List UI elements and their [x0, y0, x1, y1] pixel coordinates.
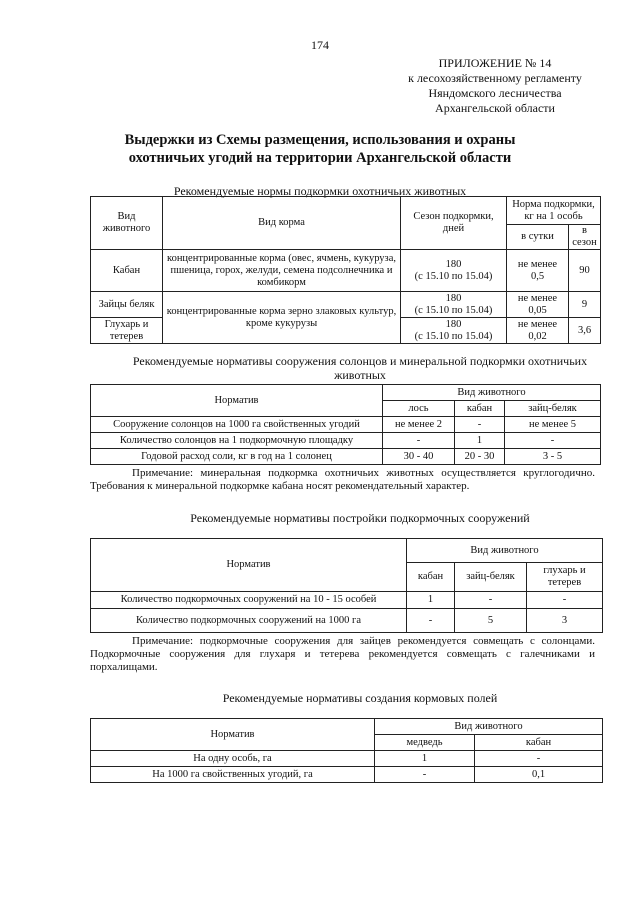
col-boar: кабан: [455, 401, 505, 417]
row-label: На одну особь, га: [91, 751, 375, 767]
cell-value: не менее 2: [383, 417, 455, 433]
col-bear: медведь: [375, 735, 475, 751]
cell-value: 1: [455, 433, 505, 449]
cell-value: 3: [527, 609, 603, 633]
per-day-value: 0,05: [528, 304, 547, 316]
col-hare: зайц-беляк: [505, 401, 601, 417]
cell-value: -: [527, 592, 603, 609]
cell-value: 20 - 30: [455, 449, 505, 465]
season-days: 180: [445, 318, 462, 330]
col-hare: зайц-беляк: [455, 563, 527, 592]
cell-value: -: [375, 767, 475, 783]
header-feed: Вид корма: [163, 197, 401, 250]
cell-per-day: [507, 250, 569, 292]
cell-value: 1: [375, 751, 475, 767]
col-boar: кабан: [475, 735, 603, 751]
document-title: [60, 131, 580, 167]
row-label: Сооружение солонцов на 1000 га свойственных угодий: [91, 417, 383, 433]
table3-caption: Рекомендуемые нормативы постройки подкормочных сооружений: [190, 511, 530, 525]
cell-per-day: [507, 318, 569, 344]
row-label: Количество солонцов на 1 подкормочную площадку: [91, 433, 383, 449]
table2-note: [90, 467, 595, 493]
col-boar: кабан: [407, 563, 455, 592]
cell-value: -: [383, 433, 455, 449]
cell-value: -: [505, 433, 601, 449]
note-text: Примечание: минеральная подкормка охотничьих животных осуществляется круглогодично. Требования к минеральной подкормке кабана носят рекомендательный характер.: [90, 467, 595, 492]
cell-value: -: [455, 592, 527, 609]
col-grouse: глухарь и тетерев: [527, 563, 603, 592]
table-row: [91, 417, 601, 433]
row-label: Годовой расход соли, кг в год на 1 солонец: [91, 449, 383, 465]
appendix-line-1: ПРИЛОЖЕНИЕ № 14: [438, 56, 552, 70]
table-row: [91, 449, 601, 465]
header-per-day: в сутки: [507, 225, 569, 250]
cell-season: [401, 292, 507, 318]
title-line-2: охотничьих угодий на территории Архангельской области: [128, 150, 512, 166]
cell-value: -: [475, 751, 603, 767]
cell-value: не менее 5: [505, 417, 601, 433]
season-period: (с 15.10 по 15.04): [414, 270, 493, 282]
per-day-prefix: не менее: [517, 258, 558, 270]
table-row: [91, 767, 603, 783]
cell-animal: Зайцы беляк: [91, 292, 163, 318]
table2-caption: Рекомендуемые нормативы сооружения солонцов и минеральной подкормки охотничьих животных: [132, 354, 588, 382]
header-norm: Норматив: [91, 539, 407, 592]
cell-season: [401, 250, 507, 292]
table-row: [91, 292, 601, 318]
cell-value: 30 - 40: [383, 449, 455, 465]
col-moose: лось: [383, 401, 455, 417]
table3-note: [90, 635, 595, 674]
table1-caption: Рекомендуемые нормы подкормки охотничьих животных: [173, 184, 467, 198]
cell-animal: Глухарь и тетерев: [91, 318, 163, 344]
per-day-value: 0,02: [528, 330, 547, 342]
season-days: 180: [445, 292, 462, 304]
cell-per-season: 9: [569, 292, 601, 318]
cell-value: 5: [455, 609, 527, 633]
cell-per-season: 3,6: [569, 318, 601, 344]
row-label: Количество подкормочных сооружений на 10 - 15 особей: [91, 592, 407, 609]
cell-per-season: 90: [569, 250, 601, 292]
page-number: 174: [311, 38, 329, 52]
header-animal: Вид животного: [383, 385, 601, 401]
table-row: [91, 592, 603, 609]
per-day-prefix: не менее: [517, 292, 558, 304]
title-line-1: Выдержки из Схемы размещения, использования и охраны: [124, 132, 516, 148]
per-day-prefix: не менее: [517, 318, 558, 330]
row-label: На 1000 га свойственных угодий, га: [91, 767, 375, 783]
appendix-block: [380, 56, 610, 116]
cell-season: [401, 318, 507, 344]
table-row: [91, 250, 601, 292]
cell-value: -: [455, 417, 505, 433]
cell-feed: концентрированные корма (овес, ячмень, кукуруза, пшеница, горох, желуди, семена подсолнечника и комбикорм: [163, 250, 401, 292]
table-row: [91, 751, 603, 767]
season-days: 180: [445, 258, 462, 270]
appendix-line-4: Архангельской области: [435, 101, 555, 115]
appendix-line-2: к лесохозяйственному регламенту: [408, 71, 582, 85]
season-period: (с 15.10 по 15.04): [414, 304, 493, 316]
feeding-norms-table: [90, 196, 601, 344]
cell-per-day: [507, 292, 569, 318]
cell-value: -: [407, 609, 455, 633]
table-row: [91, 609, 603, 633]
header-season: Сезон подкормки, дней: [401, 197, 507, 250]
season-period: (с 15.10 по 15.04): [414, 330, 493, 342]
feeding-structures-table: [90, 538, 603, 633]
feed-fields-table: [90, 718, 603, 783]
table-row: [91, 433, 601, 449]
header-norm: Норматив: [91, 719, 375, 751]
header-norm: Норматив: [91, 385, 383, 417]
salt-lick-table: [90, 384, 601, 465]
header-norm: Норма подкормки, кг на 1 особь: [507, 197, 601, 225]
cell-value: 0,1: [475, 767, 603, 783]
per-day-value: 0,5: [530, 270, 545, 282]
header-animal: Вид животного: [91, 197, 163, 250]
row-label: Количество подкормочных сооружений на 1000 га: [91, 609, 407, 633]
header-animal: Вид животного: [407, 539, 603, 563]
cell-animal: Кабан: [91, 250, 163, 292]
appendix-line-3: Няндомского лесничества: [428, 86, 562, 100]
note-text: Примечание: подкормочные сооружения для зайцев рекомендуется совмещать с солонцами. Подкормочные сооружения для глухаря и тетерева рекомендуется совмещать с галечниками и порхалищами.: [90, 635, 595, 673]
header-per-season: в сезон: [569, 225, 601, 250]
cell-value: 3 - 5: [505, 449, 601, 465]
table4-caption: Рекомендуемые нормативы создания кормовых полей: [222, 691, 498, 705]
cell-value: 1: [407, 592, 455, 609]
header-animal: Вид животного: [375, 719, 603, 735]
cell-feed: концентрированные корма зерно злаковых культур, кроме кукурузы: [163, 292, 401, 344]
